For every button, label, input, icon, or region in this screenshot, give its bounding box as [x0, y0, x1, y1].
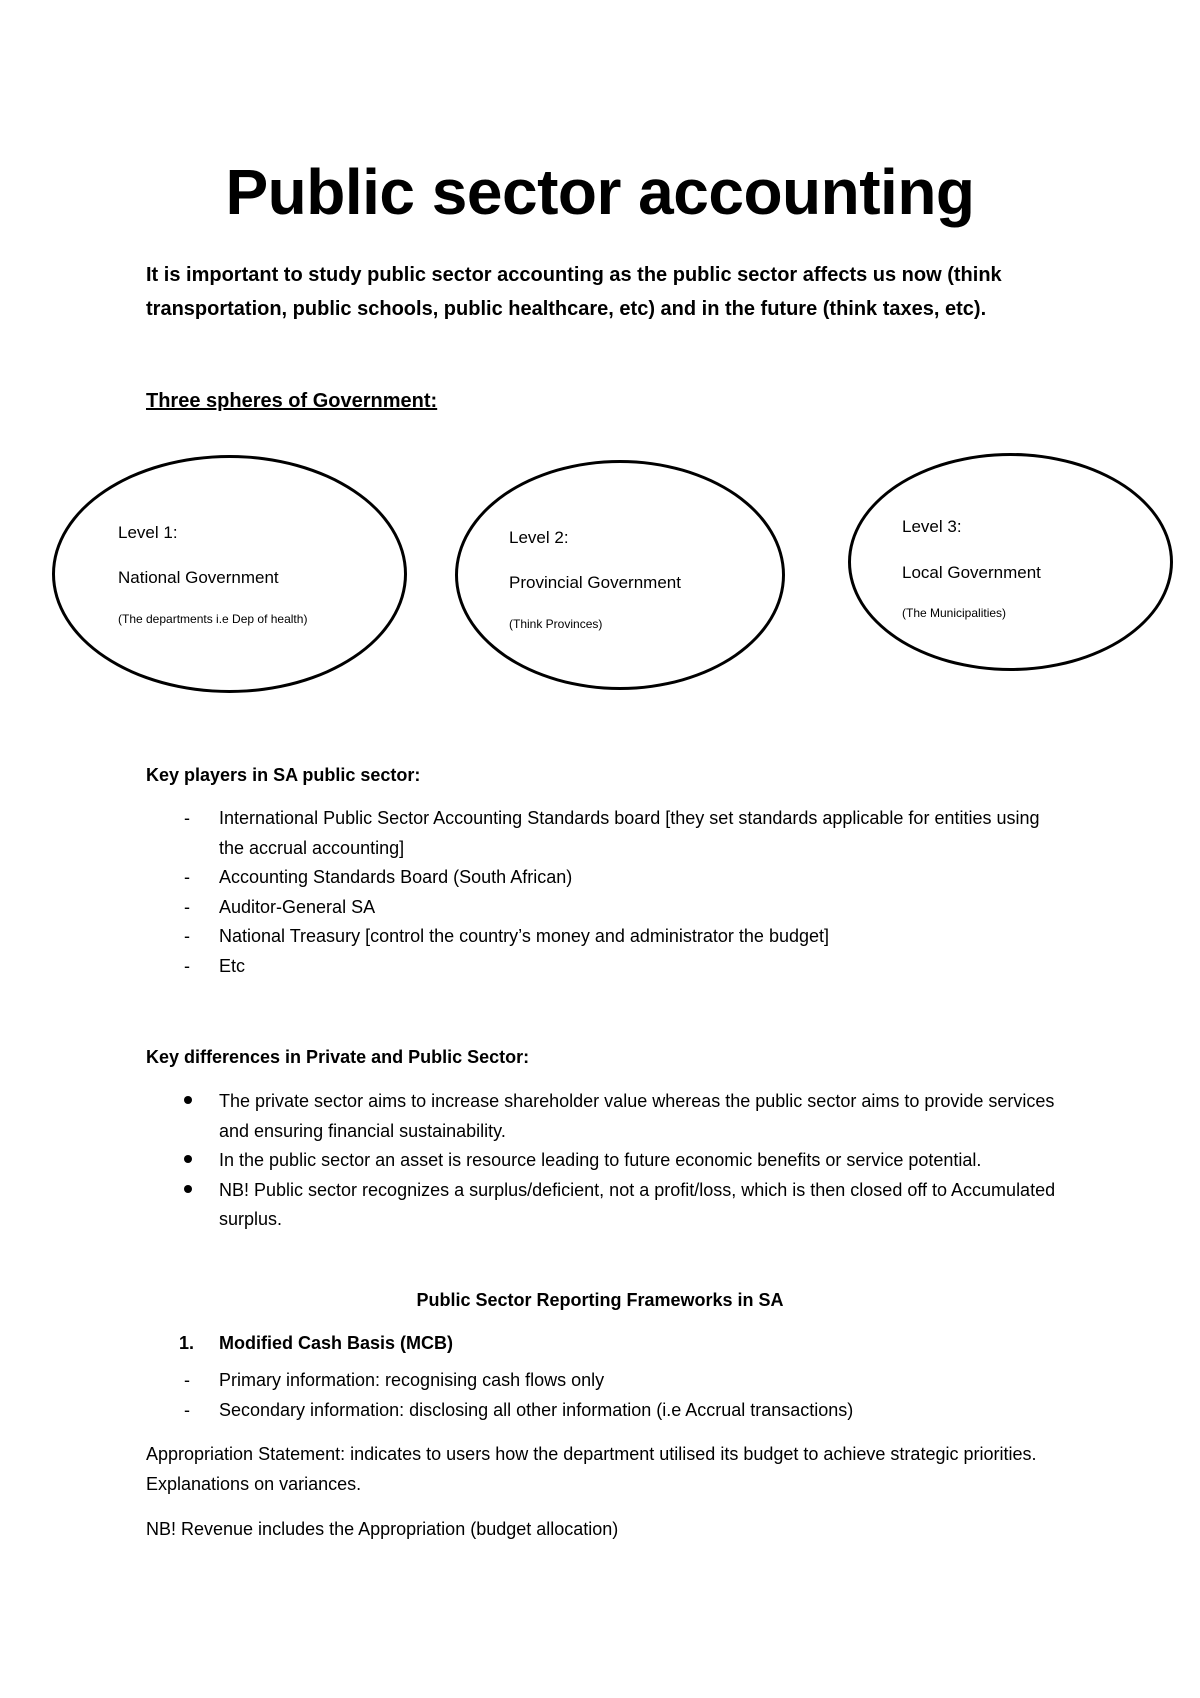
key-differences-list — [146, 1087, 1066, 1235]
list-item: - National Treasury [control the country’s money and administrator the budget] — [146, 922, 1066, 952]
bullet-icon — [184, 1096, 192, 1104]
nb-revenue-paragraph: NB! Revenue includes the Appropriation (budget allocation) — [146, 1519, 619, 1539]
bullet-icon — [184, 1185, 192, 1193]
level-3-label: Level 3: — [902, 517, 962, 536]
level-1-name: National Government — [118, 568, 279, 587]
dash-marker: - — [184, 1370, 190, 1390]
level-2-label: Level 2: — [509, 528, 569, 547]
dash-marker: - — [184, 867, 190, 887]
item-title: Modified Cash Basis (MCB) — [219, 1333, 454, 1353]
dash-marker: - — [184, 1399, 190, 1420]
level-1-label: Level 1: — [118, 523, 178, 542]
framework-sub-list — [146, 1366, 1066, 1425]
page-title: Public sector accounting — [225, 156, 975, 228]
level-3-name: Local Government — [902, 563, 1041, 582]
item-number: 1. — [179, 1333, 195, 1353]
dash-marker: - — [184, 808, 190, 828]
list-item: In the public sector an asset is resource leading to future economic benefits or service potential. — [146, 1146, 1066, 1176]
list-item: - Accounting Standards Board (South African) — [146, 863, 1066, 893]
spheres-heading: Three spheres of Government: — [146, 390, 438, 412]
intro-paragraph: It is important to study public sector accounting as the public sector affects us now (think transportation, public schools, public healthcare, etc) and in the future (think taxes, etc). — [146, 264, 1002, 320]
level-2-note: (Think Provinces) — [509, 617, 603, 631]
appropriation-paragraph: Appropriation Statement: indicates to users how the department utilised its budget to achieve strategic priorities. Explanations on variances. — [146, 1444, 1037, 1494]
dash-marker: - — [184, 955, 190, 976]
key-players-list — [146, 804, 1066, 981]
level-3-note: (The Municipalities) — [902, 606, 1007, 620]
list-item: - International Public Sector Accounting Standards board [they set standards applicable for entities using the accrual accounting] — [146, 804, 1066, 863]
level-1-note: (The departments i.e Dep of health) — [118, 612, 308, 626]
list-item: The private sector aims to increase shareholder value whereas the public sector aims to provide services and ensuring financial sustainability. — [146, 1087, 1066, 1146]
list-item: - Auditor-General SA — [146, 893, 1066, 923]
dash-marker: - — [184, 896, 190, 917]
level-2-name: Provincial Government — [509, 573, 681, 592]
key-players-heading: Key players in SA public sector: — [146, 765, 421, 785]
key-differences-heading: Key differences in Private and Public Sector: — [146, 1047, 530, 1067]
bullet-icon — [184, 1155, 192, 1163]
list-item: NB! Public sector recognizes a surplus/deficient, not a profit/loss, which is then closed off to Accumulated surplus. — [146, 1176, 1066, 1235]
frameworks-heading: Public Sector Reporting Frameworks in SA — [416, 1290, 784, 1310]
list-item: - Primary information: recognising cash flows only — [146, 1366, 1066, 1396]
list-item: - Secondary information: disclosing all other information (i.e Accrual transactions) — [146, 1396, 1066, 1426]
list-item: - Etc — [146, 952, 1066, 982]
dash-marker: - — [184, 926, 190, 946]
